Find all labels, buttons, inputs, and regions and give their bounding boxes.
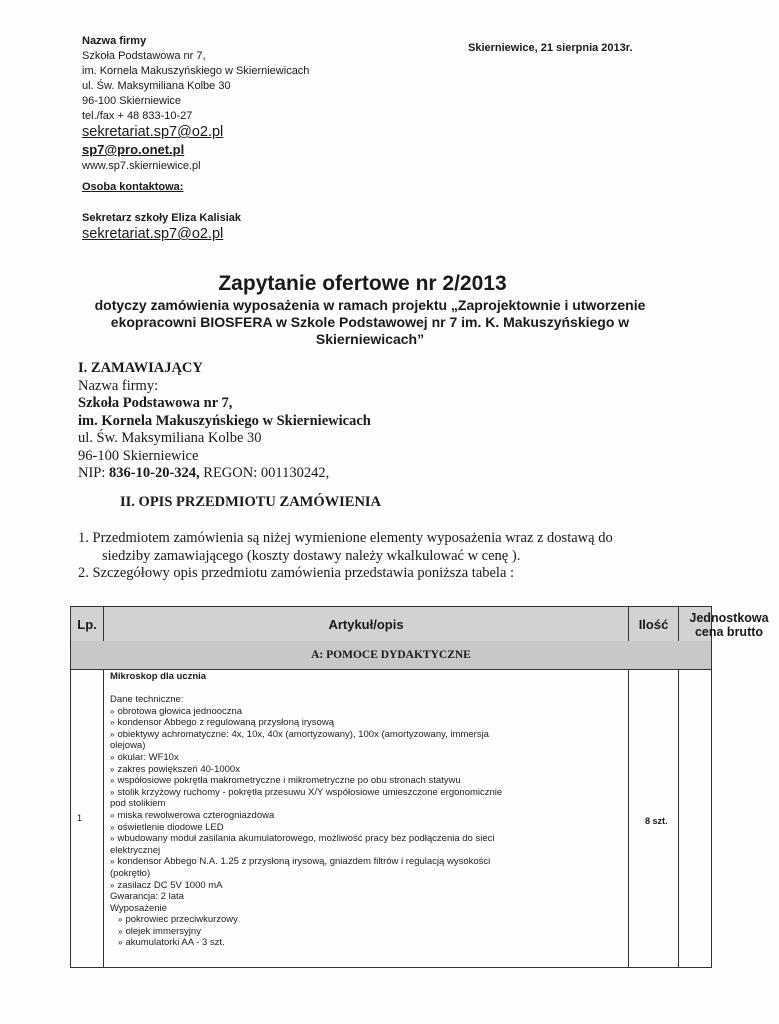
- section-heading: I. ZAMAWIAJĄCY: [78, 360, 203, 376]
- nip-value: 836-10-20-324,: [109, 465, 200, 481]
- item-name: Mikroskop dla ucznia: [110, 671, 207, 682]
- row-number: 1: [77, 813, 83, 823]
- section-heading: II. OPIS PRZEDMIOTU ZAMÓWIENIA: [120, 494, 382, 510]
- orderer-label: Nazwa firmy:: [78, 377, 159, 394]
- point-1-line-1: 1. Przedmiotem zamówienia są niżej wymienione elementy wyposażenia wraz z dostawą do: [78, 530, 613, 546]
- cell-lp: [71, 669, 104, 967]
- website-link[interactable]: www.sp7.skierniewice.pl: [82, 160, 201, 172]
- contact-block: [82, 180, 241, 243]
- company-line: 96-100 Skierniewice: [82, 95, 182, 107]
- orderer-address-1: ul. Św. Maksymiliana Kolbe 30: [78, 430, 262, 446]
- nip-label: NIP:: [78, 465, 110, 481]
- table-header: [71, 607, 711, 642]
- company-line: ul. Św. Maksymiliana Kolbe 30: [82, 80, 231, 92]
- regon-value: REGON: 001130242,: [199, 465, 330, 481]
- company-line: Szkoła Podstawowa nr 7,: [82, 50, 206, 62]
- spec-line: » olejek immersyjny: [110, 926, 622, 938]
- spec-line: (pokrętło): [110, 867, 151, 879]
- unit-price-line-1: Jednostkowa: [689, 611, 769, 625]
- unit-price-line-2: cena brutto: [694, 625, 764, 639]
- header-unit-price-text: [679, 611, 779, 639]
- spec-line: » obiektywy achromatyczne: 4x, 10x, 40x (amortyzowany), 100x (amortyzowany, immersja: [110, 729, 622, 741]
- spec-line: » wbudowany moduł zasilania akumulatorowego, możliwość pracy bez podłączenia do sieci: [110, 833, 622, 845]
- spec-line: » okular: WF10x: [110, 752, 622, 764]
- order-table: [70, 606, 769, 968]
- spec-line: pod stolikiem: [110, 798, 166, 810]
- spec-line: olejowa): [110, 740, 146, 752]
- spec-line: » współosiowe pokrętła makrometryczne i mikrometryczne po obu stronach statywu: [110, 775, 622, 787]
- spec-line: » stolik krzyżowy ruchomy - pokrętła przesuwu X/Y współosiowe umieszczone ergonomicznie: [110, 787, 622, 799]
- point-1: [78, 530, 678, 565]
- point-2: 2. Szczegółowy opis przedmiotu zamówienia przedstawia poniższa tabela :: [78, 565, 515, 581]
- spec-line: Dane techniczne:: [110, 694, 184, 705]
- section-orderer: [78, 360, 371, 483]
- spec-line: » akumulatorki AA - 3 szt.: [110, 937, 622, 949]
- company-line: tel./fax + 48 833-10-27: [82, 110, 193, 122]
- spec-line: » kondensor Abbego N.A. 1.25 z przysłoną irysową, gniazdem filtrów i regulacją wysokości: [110, 856, 622, 868]
- contact-heading: Osoba kontaktowa:: [82, 181, 184, 193]
- spec-line: elektrycznej: [110, 844, 161, 856]
- orderer-name-1: Szkoła Podstawowa nr 7,: [78, 395, 233, 411]
- category-row: A: POMOCE DYDAKTYCZNE: [71, 641, 711, 670]
- orderer-name-2: im. Kornela Makuszyńskiego w Skierniewicach: [78, 412, 371, 429]
- order-description: [78, 530, 678, 583]
- email-link-1[interactable]: sekretariat.sp7@o2.pl: [82, 124, 224, 140]
- point-1-line-2: siedziby zamawiającego (koszty dostawy należy wkalkulować w cenę ).: [102, 547, 521, 564]
- spec-line: » kondensor Abbego z regulowaną przysłoną irysową: [110, 717, 622, 729]
- table-row: [71, 669, 711, 967]
- company-line: im. Kornela Makuszyńskiego w Skierniewicach: [82, 65, 310, 77]
- contact-email-link[interactable]: sekretariat.sp7@o2.pl: [82, 226, 224, 242]
- orderer-address-2: 96-100 Skierniewice: [78, 447, 199, 464]
- spec-line: » pokrowiec przeciwkurzowy: [110, 914, 622, 926]
- company-info: [82, 34, 309, 174]
- cell-quantity: [629, 669, 679, 967]
- quantity-value: 8 szt.: [645, 816, 668, 826]
- header-lp: Lp.: [71, 607, 104, 641]
- orderer-ids: [78, 465, 371, 483]
- email-link-2[interactable]: sp7@pro.onet.pl: [82, 142, 185, 157]
- header-quantity: Ilość: [629, 607, 679, 641]
- header-article: Artykuł/opis: [104, 607, 629, 641]
- page-title: Zapytanie ofertowe nr 2/2013: [218, 272, 507, 295]
- spec-line: » oświetlenie diodowe LED: [110, 822, 622, 834]
- spec-line: Gwarancja: 2 lata: [110, 891, 184, 903]
- cell-unit-price[interactable]: [679, 669, 711, 967]
- page-subtitle: dotyczy zamówienia wyposażenia w ramach projektu „Zaprojektownie i utworzenie ekopracowni BIOSFERA w Szkole Podstawowej nr 7 im. K. Makuszyńskiego w Skierniewicach”: [94, 297, 646, 347]
- contact-person: Sekretarz szkoły Eliza Kalisiak: [82, 212, 241, 224]
- spec-line: » obrotowa głowica jednooczna: [110, 706, 622, 718]
- company-label: Nazwa firmy: [82, 35, 147, 47]
- document-date: Skierniewice, 21 sierpnia 2013r.: [468, 42, 633, 54]
- spec-line: » zasilacz DC 5V 1000 mA: [110, 880, 622, 892]
- cell-article: [104, 669, 629, 967]
- spec-line: » zakres powiększeń 40-1000x: [110, 764, 622, 776]
- spec-line: » miska rewolwerowa czterogniazdowa: [110, 810, 622, 822]
- spec-line: Wyposażenie: [110, 902, 167, 914]
